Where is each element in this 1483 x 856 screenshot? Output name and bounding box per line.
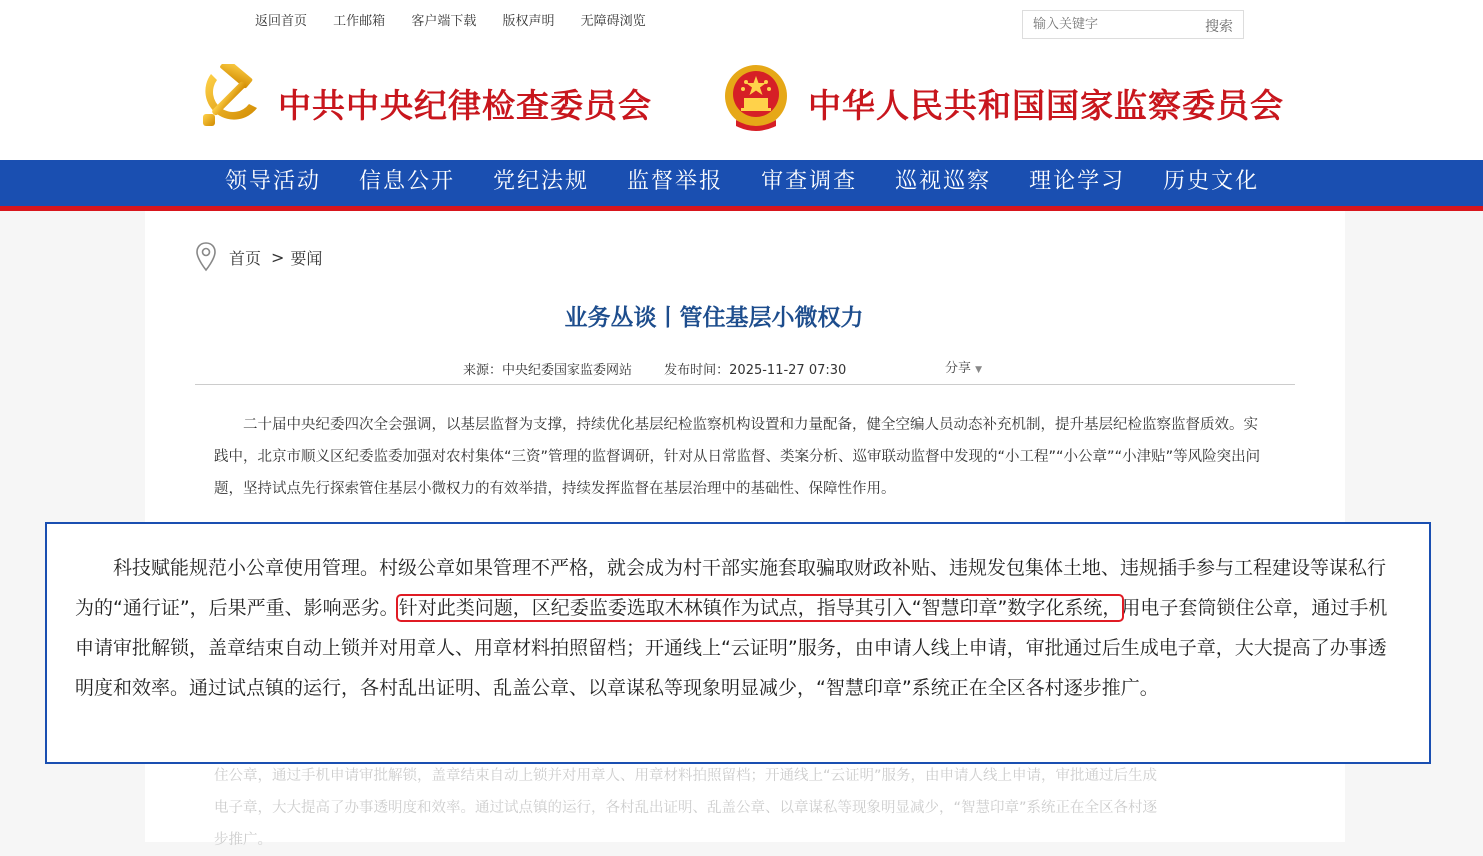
top-bar	[0, 0, 1483, 160]
breadcrumb-current[interactable]: 要闻	[290, 248, 323, 268]
article-source: 来源：中央纪委国家监委网站	[463, 363, 633, 378]
search-button[interactable]: 搜索	[1205, 19, 1233, 35]
breadcrumb-home[interactable]: 首页	[229, 248, 262, 268]
share-label: 分享	[945, 361, 972, 376]
nav-info-disclosure[interactable]: 信息公开	[359, 169, 456, 194]
search-box	[1022, 10, 1244, 39]
nav-theory[interactable]: 理论学习	[1029, 169, 1126, 194]
org-title-ccdi: 中共中央纪律检查委员会	[278, 86, 652, 125]
zoomed-excerpt-box	[45, 522, 1431, 764]
org-title-nsc: 中华人民共和国国家监察委员会	[808, 86, 1284, 125]
zoom-text-after: 用电子套筒锁住公章，通过手机申请审批解锁，盖章结束自动上锁并对用章人、用章材料拍照留档；开通线上“云证明”服务，由申请人线上申请，审批通过后生成电子章，大大提高了办事透明度和效率。通过试点镇的运行，各村乱出证明、乱盖公章、以章谋私等现象明显减少，“智慧印章”系统正在全区各村逐步推广。	[75, 597, 1388, 699]
nav-regulations[interactable]: 党纪法规	[493, 169, 590, 194]
link-mail[interactable]: 工作邮箱	[333, 14, 386, 29]
nav-supervision-report[interactable]: 监督举报	[627, 169, 724, 194]
breadcrumb-separator: >	[271, 247, 285, 267]
nav-leadership[interactable]: 领导活动	[225, 169, 322, 194]
article-intro: 二十届中央纪委四次全会强调，以基层监督为支撑，持续优化基层纪检监察机构设置和力量配备，健全空编人员动态补充机制，提升基层纪检监察监督质效。实践中，北京市顺义区纪委监委加强对农村集体“三资”管理的监督调研，针对从日常监督、类案分析、巡审联动监督中发现的“小工程”“小公章”“小津贴”等风险突出问题，坚持试点先行探索管住基层小微权力的有效举措，持续发挥监督在基层治理中的基础性、保障性作用。	[214, 417, 1261, 497]
link-client[interactable]: 客户端下载	[411, 14, 477, 29]
breadcrumb	[195, 241, 322, 273]
divider	[195, 384, 1295, 385]
highlighted-sentence: 针对此类问题，区纪委监委选取木林镇作为试点，指导其引入“智慧印章”数字化系统，	[398, 597, 1122, 619]
faded-line: 住公章，通过手机申请审批解锁，盖章结束自动上锁并对用章人、用章材料拍照留档；开通线上“云证明”服务，由申请人线上申请，审批通过后生成	[214, 768, 1158, 784]
logo-area	[0, 58, 1483, 148]
article-time: 发布时间：2025-11-27 07:30	[664, 363, 847, 378]
main-nav	[0, 160, 1483, 211]
nav-investigation[interactable]: 审查调查	[761, 169, 858, 194]
link-accessibility[interactable]: 无障碍浏览	[580, 14, 646, 29]
location-pin-icon	[195, 241, 217, 273]
nav-inspection[interactable]: 巡视巡察	[895, 169, 992, 194]
zoom-text-before: 科技赋能规范小公章使用管理。村级公章如果管理不严格，就会成为村干部实施套取骗取财政补贴、违规发包集体土地、违规插手参与工程建设等谋私行为的“通行证”，后果严重、影响恶劣。	[75, 557, 1387, 619]
link-copyright[interactable]: 版权声明	[502, 14, 555, 29]
article-title: 业务丛谈丨管住基层小微权力	[564, 305, 864, 331]
zoomed-paragraph	[75, 548, 1399, 708]
faded-line: 步推广。	[214, 832, 272, 848]
national-emblem-icon	[722, 62, 790, 134]
chevron-down-icon: ▼	[975, 365, 983, 375]
share-button[interactable]	[945, 357, 982, 376]
article-meta	[463, 359, 874, 378]
nav-history[interactable]: 历史文化	[1163, 169, 1260, 194]
faded-line: 电子章，大大提高了办事透明度和效率。通过试点镇的运行，各村乱出证明、乱盖公章、以章谋私等现象明显减少，“智慧印章”系统正在全区各村逐	[214, 800, 1158, 816]
party-emblem-icon	[197, 64, 263, 130]
search-input[interactable]	[1031, 16, 1195, 33]
top-links	[255, 10, 668, 29]
link-home[interactable]: 返回首页	[255, 14, 308, 29]
